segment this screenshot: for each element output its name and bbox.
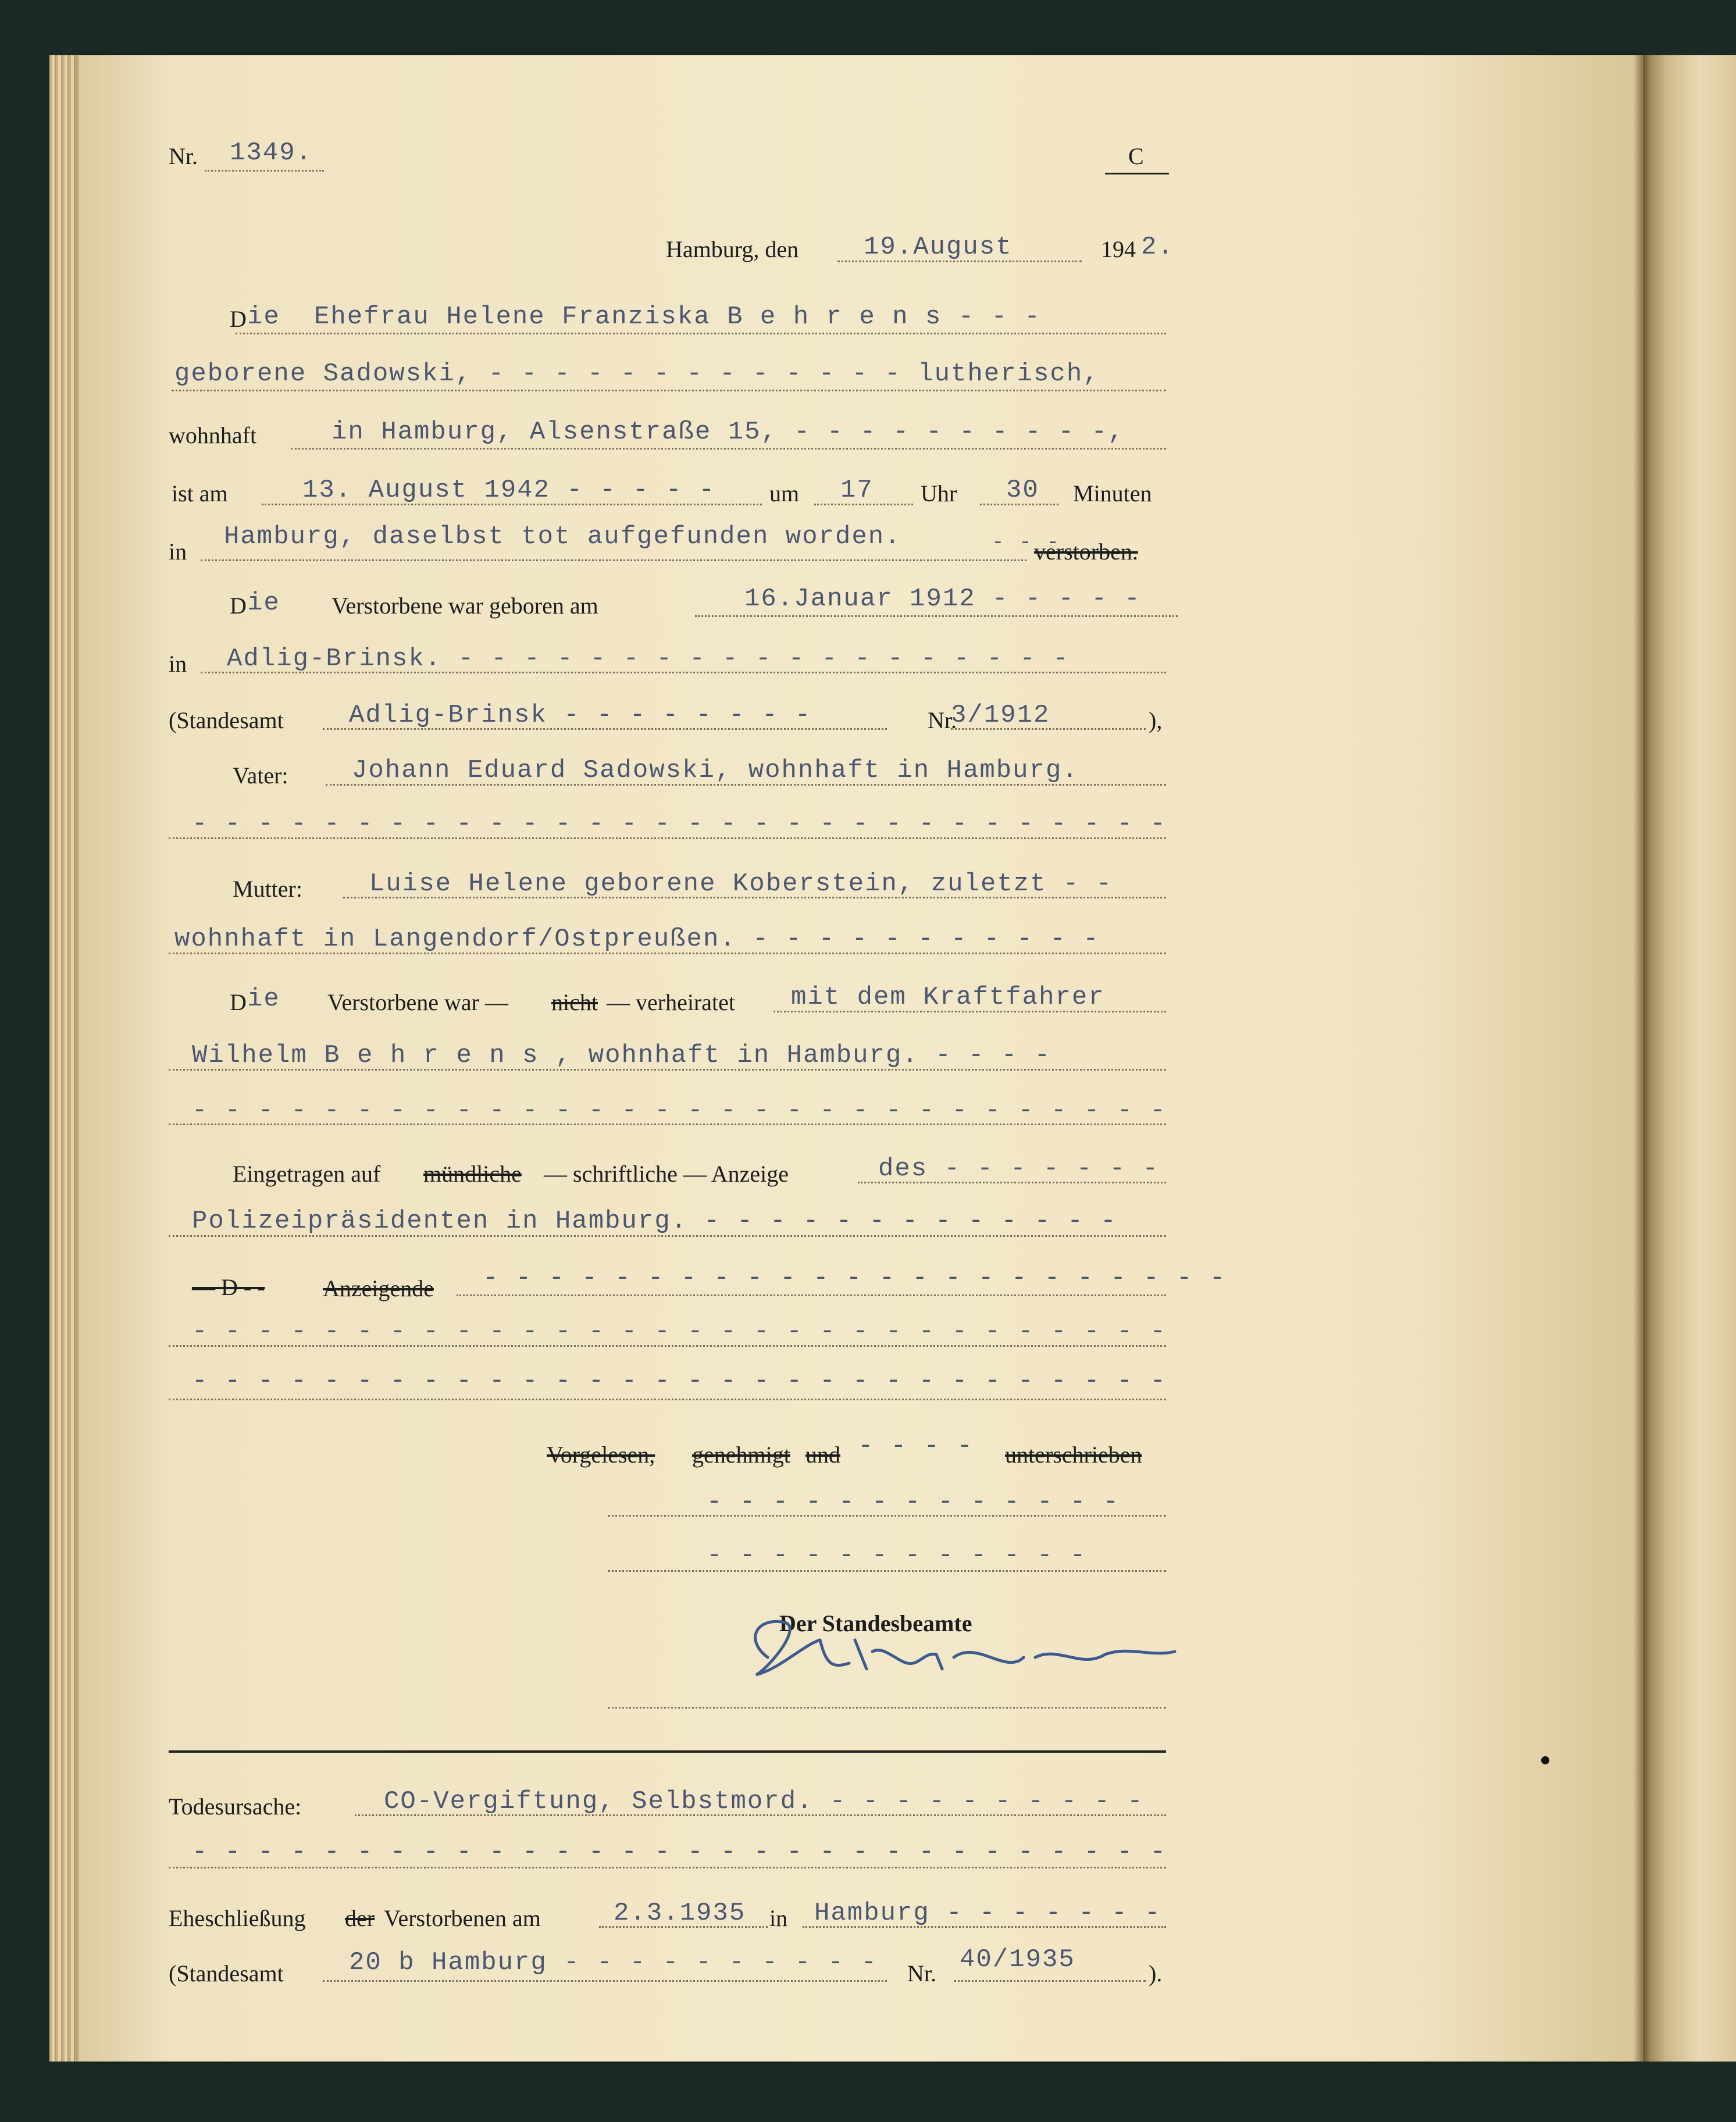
- death-minutes: 30: [1006, 476, 1039, 505]
- book-gutter: [1633, 55, 1651, 2062]
- marriage-line1: mit dem Kraftfahrer: [791, 983, 1105, 1012]
- birth-nr-label: Nr.: [928, 707, 957, 733]
- unterschrieben-struck: unterschrieben: [1005, 1442, 1142, 1468]
- birth-standesamt-dotted-line: [323, 728, 887, 730]
- father-label: Vater:: [233, 762, 288, 789]
- death-date-dotted-line: [262, 504, 762, 505]
- vorgelesen-struck: Vorgelesen,: [547, 1442, 655, 1468]
- ink-dot: [1541, 1756, 1549, 1764]
- death-hour: 17: [840, 476, 874, 505]
- birth-name-confession: geborene Sadowski, - - - - - - - - - - - - - lutherisch,: [174, 359, 1100, 388]
- hour-dotted-line: [814, 504, 913, 505]
- empty-dotted-line-1: [169, 1345, 1166, 1347]
- date-dotted-line: [837, 261, 1082, 262]
- record-date: 19.August: [864, 233, 1013, 262]
- marriage-standesamt-dotted-line: [323, 1980, 887, 1982]
- marriage-label-b: — verheiratet: [607, 989, 735, 1015]
- uhr-label: Uhr: [921, 480, 957, 507]
- anzeigende-dotted-line: [457, 1294, 1166, 1296]
- eheschliessung-label-b: Verstorbenen am: [384, 1905, 541, 1931]
- marriage-nr-dotted-line: [954, 1980, 1146, 1982]
- entry-number: 1349.: [230, 138, 313, 167]
- anzeigende-label: Anzeigende: [323, 1275, 434, 1301]
- genehmigt-struck: genehmigt: [692, 1442, 790, 1468]
- residence-value: in Hamburg, Alsenstraße 15, - - - - - - - - - -,: [331, 418, 1125, 447]
- cause-line2: - - - - - - - - - - - - - - - - - - - - - - - - - - - - - -: [192, 1838, 1167, 1867]
- registration-label-a: Eingetragen auf: [233, 1161, 381, 1187]
- und-dashes: - - - -: [858, 1432, 974, 1461]
- sign-dotted-line-1: [608, 1515, 1166, 1517]
- marriage-date: 2.3.1935: [614, 1899, 746, 1928]
- marriage-dotted-line-3: [169, 1124, 1166, 1125]
- death-place-dashes: - - -: [992, 530, 1061, 554]
- registration-label-b: — schriftliche — Anzeige: [544, 1161, 789, 1187]
- marriage-place-dotted-line: [803, 1926, 1166, 1928]
- in-label: in: [169, 538, 187, 565]
- marriage-line3: - - - - - - - - - - - - - - - - - - - - - - - - - - - - - -: [192, 1096, 1167, 1125]
- signature-dotted-line: [608, 1707, 1166, 1709]
- cause-value: CO-Vergiftung, Selbstmord. - - - - - - - - - -: [384, 1787, 1144, 1816]
- marriage-prefix: D: [230, 989, 247, 1015]
- birth-place-dotted-line: [201, 672, 1166, 673]
- verstorben-struck: verstorben.: [1034, 538, 1138, 565]
- und-struck: und: [805, 1442, 840, 1468]
- muendliche-struck: mündliche: [423, 1161, 522, 1187]
- deceased-prefix: D: [230, 306, 247, 332]
- signature-image: [733, 1605, 1198, 1698]
- next-page-edge: [1643, 55, 1736, 2062]
- father-dotted-line: [326, 784, 1166, 786]
- residence-dotted-line: [291, 448, 1166, 450]
- nr-label: Nr.: [169, 143, 198, 169]
- cause-dotted-line: [355, 1814, 1166, 1816]
- minutes-dotted-line: [980, 504, 1058, 505]
- residence-label: wohnhaft: [169, 422, 257, 448]
- birth-date: 16.Januar 1912 - - - - -: [744, 584, 1141, 614]
- sign-line-1: - - - - - - - - - - - - -: [707, 1488, 1120, 1517]
- death-place-dotted-line: [201, 559, 1026, 561]
- deceased-prefix-typed: ie: [247, 302, 280, 331]
- marriage-date-dotted-line: [599, 1926, 768, 1928]
- marriage-nr-value: 40/1935: [960, 1945, 1075, 1974]
- marriage-label-a: Verstorbene war —: [327, 989, 508, 1015]
- birth-standesamt-label: (Standesamt: [169, 707, 284, 733]
- marriage-close: ).: [1149, 1960, 1163, 1987]
- sign-dotted-line-2: [608, 1570, 1166, 1572]
- registration-line2: Polizeipräsidenten in Hamburg. - - - - - - - - - - - - -: [192, 1207, 1117, 1236]
- birth-name-dotted-line: [172, 390, 1166, 391]
- death-date: 13. August 1942 - - - - -: [302, 476, 716, 505]
- date-prefix: Hamburg, den: [666, 236, 799, 262]
- birth-nr-value: 3/1912: [951, 701, 1050, 730]
- section-divider: [169, 1750, 1166, 1753]
- marriage-prefix-typed: ie: [247, 985, 280, 1014]
- anzeigende-dashes: - - - - - - - - - - - - - - - - - - - - - - -: [483, 1264, 1227, 1293]
- marriage-line2: Wilhelm B e h r e n s , wohnhaft in Hamburg. - - - -: [192, 1041, 1051, 1070]
- registration-dotted-line: [858, 1182, 1166, 1183]
- mother-label: Mutter:: [233, 876, 302, 902]
- mother-line1: Luise Helene geborene Koberstein, zuletzt - -: [369, 869, 1113, 898]
- mother-line2: wohnhaft in Langendorf/Ostpreußen. - - - - - - - - - - -: [174, 925, 1100, 954]
- cause-dotted-line-2: [169, 1867, 1166, 1868]
- nr-dotted-line: [205, 170, 324, 172]
- um-label: um: [769, 480, 800, 507]
- empty-line-1: - - - - - - - - - - - - - - - - - - - - - - - - - - - - - -: [192, 1317, 1167, 1346]
- birth-close: ),: [1149, 707, 1163, 733]
- birth-date-dotted-line: [695, 615, 1178, 617]
- year-typed: 2.: [1141, 233, 1174, 262]
- marriage-place: Hamburg - - - - - - -: [814, 1899, 1161, 1928]
- ist-am-label: ist am: [172, 480, 228, 507]
- birth-place: Adlig-Brinsk. - - - - - - - - - - - - - - - - - - -: [227, 644, 1070, 673]
- sign-line-2: - - - - - - - - - - - -: [707, 1541, 1087, 1570]
- birth-standesamt-value: Adlig-Brinsk - - - - - - - -: [349, 701, 812, 730]
- anzeigende-prefix: — D - -: [192, 1274, 265, 1300]
- empty-dotted-line-2: [169, 1399, 1166, 1400]
- deceased-name: Ehefrau Helene Franziska B e h r e n s - - -: [314, 302, 1041, 331]
- marriage-standesamt-value: 20 b Hamburg - - - - - - - - - -: [349, 1948, 878, 1977]
- eheschliessung-label: Eheschließung: [169, 1905, 306, 1931]
- father-line1: Johann Eduard Sadowski, wohnhaft in Hamburg.: [352, 756, 1079, 785]
- birth-label: Verstorbene war geboren am: [331, 593, 598, 619]
- year-printed: 194: [1101, 236, 1136, 262]
- cause-label: Todesursache:: [169, 1793, 302, 1820]
- marriage-dotted-line-2: [169, 1069, 1166, 1071]
- birth-in-label: in: [169, 651, 187, 677]
- registration-dotted-line-2: [169, 1235, 1166, 1237]
- father-dotted-line-2: [169, 837, 1166, 839]
- nicht-struck: nicht: [551, 989, 598, 1015]
- death-place: Hamburg, daselbst tot aufgefunden worden.: [224, 522, 901, 551]
- marriage-in-label: in: [769, 1905, 788, 1931]
- birth-prefix: D: [230, 593, 247, 619]
- standesbeamte-label: Der Standesbeamte: [779, 1610, 972, 1636]
- father-line2: - - - - - - - - - - - - - - - - - - - - - - - - - - - - - -: [192, 809, 1167, 839]
- marriage-standesamt-label: (Standesamt: [169, 1960, 284, 1987]
- c-label: C: [1128, 143, 1144, 169]
- registration-value: des - - - - - - -: [878, 1154, 1159, 1183]
- c-underline: [1105, 173, 1169, 174]
- birth-nr-dotted-line: [951, 728, 1146, 730]
- birth-prefix-typed: ie: [247, 589, 280, 618]
- page-edge-stack: [49, 55, 79, 2062]
- name-dotted-line: [236, 333, 1166, 334]
- mother-dotted-line: [343, 897, 1166, 898]
- marriage-dotted-line: [773, 1011, 1166, 1012]
- der-struck: der: [345, 1905, 375, 1931]
- empty-line-2: - - - - - - - - - - - - - - - - - - - - - - - - - - - - - -: [192, 1367, 1167, 1396]
- mother-dotted-line-2: [169, 953, 1166, 954]
- marriage-nr-label: Nr.: [907, 1960, 936, 1987]
- minuten-label: Minuten: [1073, 480, 1152, 507]
